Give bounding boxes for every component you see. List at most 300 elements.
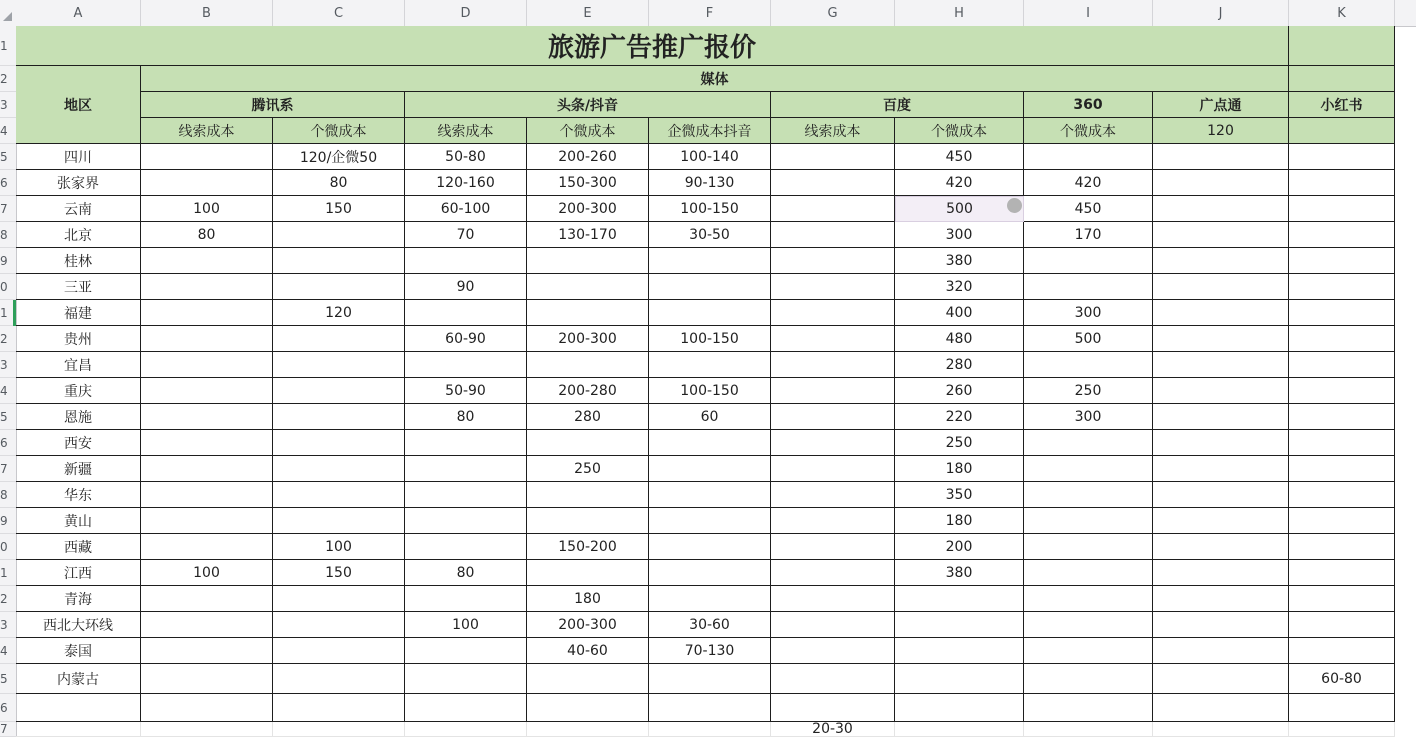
region-cell[interactable]: 北京	[16, 222, 141, 248]
data-cell-j15[interactable]	[1153, 404, 1289, 430]
column-header-e[interactable]: E	[527, 0, 649, 26]
data-cell-f5[interactable]: 100-140	[649, 144, 771, 170]
data-cell-e19[interactable]	[527, 508, 649, 534]
data-cell-k20[interactable]	[1289, 534, 1395, 560]
data-cell-f22[interactable]	[649, 586, 771, 612]
data-cell-b10[interactable]	[141, 274, 273, 300]
subheader-g[interactable]: 线索成本	[771, 118, 895, 144]
column-header-f[interactable]: F	[649, 0, 771, 26]
data-cell-d23[interactable]: 100	[405, 612, 527, 638]
data-cell-i17[interactable]	[1024, 456, 1153, 482]
data-cell-f10[interactable]	[649, 274, 771, 300]
data-cell-d22[interactable]	[405, 586, 527, 612]
row-header-23[interactable]: 3	[0, 612, 16, 638]
row-header-15[interactable]: 5	[0, 404, 16, 430]
data-cell-g10[interactable]	[771, 274, 895, 300]
row-header-18[interactable]: 8	[0, 482, 16, 508]
data-cell-k7[interactable]	[1289, 196, 1395, 222]
row-header-1[interactable]: 1	[0, 26, 16, 66]
data-cell-j23[interactable]	[1153, 612, 1289, 638]
data-cell-b22[interactable]	[141, 586, 273, 612]
data-cell-e16[interactable]	[527, 430, 649, 456]
data-cell-g7[interactable]	[771, 196, 895, 222]
data-cell-j18[interactable]	[1153, 482, 1289, 508]
cell-k1[interactable]	[1289, 26, 1395, 66]
data-cell-f19[interactable]	[649, 508, 771, 534]
data-cell-j25[interactable]	[1153, 664, 1289, 694]
row-header-7[interactable]: 7	[0, 196, 16, 222]
data-cell-j26[interactable]	[1153, 694, 1289, 722]
data-cell-i10[interactable]	[1024, 274, 1153, 300]
data-cell-e9[interactable]	[527, 248, 649, 274]
data-cell-k5[interactable]	[1289, 144, 1395, 170]
region-cell[interactable]: 泰国	[16, 638, 141, 664]
region-cell[interactable]: 重庆	[16, 378, 141, 404]
data-cell-h17[interactable]: 180	[895, 456, 1024, 482]
cell-g27[interactable]: 20-30	[771, 722, 895, 737]
data-cell-e5[interactable]: 200-260	[527, 144, 649, 170]
data-cell-i13[interactable]	[1024, 352, 1153, 378]
data-cell-d16[interactable]	[405, 430, 527, 456]
data-cell-e21[interactable]	[527, 560, 649, 586]
data-cell-i19[interactable]	[1024, 508, 1153, 534]
data-cell-b16[interactable]	[141, 430, 273, 456]
column-header-d[interactable]: D	[405, 0, 527, 26]
region-cell[interactable]: 西安	[16, 430, 141, 456]
data-cell-i15[interactable]: 300	[1024, 404, 1153, 430]
subheader-k[interactable]	[1289, 118, 1395, 144]
data-cell-c14[interactable]	[273, 378, 405, 404]
row-header-16[interactable]: 6	[0, 430, 16, 456]
data-cell-c17[interactable]	[273, 456, 405, 482]
data-cell-h8[interactable]: 300	[895, 222, 1024, 248]
data-cell-f8[interactable]: 30-50	[649, 222, 771, 248]
data-cell-g8[interactable]	[771, 222, 895, 248]
cell-k27[interactable]	[1289, 722, 1395, 737]
data-cell-b9[interactable]	[141, 248, 273, 274]
data-cell-k13[interactable]	[1289, 352, 1395, 378]
data-cell-d6[interactable]: 120-160	[405, 170, 527, 196]
data-cell-k12[interactable]	[1289, 326, 1395, 352]
region-cell[interactable]: 西藏	[16, 534, 141, 560]
data-cell-e14[interactable]: 200-280	[527, 378, 649, 404]
row-header-9[interactable]: 9	[0, 248, 16, 274]
data-cell-f23[interactable]: 30-60	[649, 612, 771, 638]
data-cell-c21[interactable]: 150	[273, 560, 405, 586]
data-cell-g21[interactable]	[771, 560, 895, 586]
data-cell-g5[interactable]	[771, 144, 895, 170]
data-cell-b26[interactable]	[141, 694, 273, 722]
row-header-3[interactable]: 3	[0, 92, 16, 118]
region-cell[interactable]: 福建	[16, 300, 141, 326]
data-cell-i16[interactable]	[1024, 430, 1153, 456]
data-cell-f21[interactable]	[649, 560, 771, 586]
data-cell-h21[interactable]: 380	[895, 560, 1024, 586]
comment-indicator-icon[interactable]	[1007, 198, 1022, 213]
data-cell-k15[interactable]	[1289, 404, 1395, 430]
data-cell-f7[interactable]: 100-150	[649, 196, 771, 222]
data-cell-h20[interactable]: 200	[895, 534, 1024, 560]
data-cell-j21[interactable]	[1153, 560, 1289, 586]
data-cell-g19[interactable]	[771, 508, 895, 534]
data-cell-j24[interactable]	[1153, 638, 1289, 664]
data-cell-h9[interactable]: 380	[895, 248, 1024, 274]
data-cell-e22[interactable]: 180	[527, 586, 649, 612]
data-cell-b17[interactable]	[141, 456, 273, 482]
cell-k2[interactable]	[1289, 66, 1395, 92]
data-cell-h15[interactable]: 220	[895, 404, 1024, 430]
data-cell-g16[interactable]	[771, 430, 895, 456]
data-cell-e8[interactable]: 130-170	[527, 222, 649, 248]
data-cell-d11[interactable]	[405, 300, 527, 326]
row-header-25[interactable]: 5	[0, 664, 16, 694]
data-cell-h13[interactable]: 280	[895, 352, 1024, 378]
data-cell-i11[interactable]: 300	[1024, 300, 1153, 326]
data-cell-i8[interactable]: 170	[1024, 222, 1153, 248]
data-cell-d17[interactable]	[405, 456, 527, 482]
region-cell[interactable]: 宜昌	[16, 352, 141, 378]
data-cell-h22[interactable]	[895, 586, 1024, 612]
region-cell[interactable]: 三亚	[16, 274, 141, 300]
data-cell-c25[interactable]	[273, 664, 405, 694]
data-cell-c9[interactable]	[273, 248, 405, 274]
subheader-c[interactable]: 个微成本	[273, 118, 405, 144]
data-cell-c22[interactable]	[273, 586, 405, 612]
data-cell-f26[interactable]	[649, 694, 771, 722]
region-cell[interactable]: 内蒙古	[16, 664, 141, 694]
group-tencent[interactable]: 腾讯系	[141, 92, 405, 118]
data-cell-e18[interactable]	[527, 482, 649, 508]
data-cell-g11[interactable]	[771, 300, 895, 326]
row-header-22[interactable]: 2	[0, 586, 16, 612]
data-cell-b11[interactable]	[141, 300, 273, 326]
region-cell[interactable]: 西北大环线	[16, 612, 141, 638]
data-cell-j9[interactable]	[1153, 248, 1289, 274]
row-header-19[interactable]: 9	[0, 508, 16, 534]
data-cell-g15[interactable]	[771, 404, 895, 430]
data-cell-j22[interactable]	[1153, 586, 1289, 612]
data-cell-f15[interactable]: 60	[649, 404, 771, 430]
group-gdt[interactable]: 广点通	[1153, 92, 1289, 118]
data-cell-c11[interactable]: 120	[273, 300, 405, 326]
region-cell[interactable]: 华东	[16, 482, 141, 508]
column-header-c[interactable]: C	[273, 0, 405, 26]
data-cell-g23[interactable]	[771, 612, 895, 638]
data-cell-c15[interactable]	[273, 404, 405, 430]
data-cell-k11[interactable]	[1289, 300, 1395, 326]
column-header-i[interactable]: I	[1024, 0, 1153, 26]
row-header-2[interactable]: 2	[0, 66, 16, 92]
data-cell-f14[interactable]: 100-150	[649, 378, 771, 404]
data-cell-i12[interactable]: 500	[1024, 326, 1153, 352]
data-cell-b12[interactable]	[141, 326, 273, 352]
data-cell-k21[interactable]	[1289, 560, 1395, 586]
data-cell-e13[interactable]	[527, 352, 649, 378]
data-cell-d5[interactable]: 50-80	[405, 144, 527, 170]
data-cell-k14[interactable]	[1289, 378, 1395, 404]
data-cell-b20[interactable]	[141, 534, 273, 560]
region-cell[interactable]: 桂林	[16, 248, 141, 274]
data-cell-d24[interactable]	[405, 638, 527, 664]
cell-c27[interactable]	[273, 722, 405, 737]
row-header-17[interactable]: 7	[0, 456, 16, 482]
region-cell[interactable]: 贵州	[16, 326, 141, 352]
data-cell-e26[interactable]	[527, 694, 649, 722]
row-header-12[interactable]: 2	[0, 326, 16, 352]
data-cell-i26[interactable]	[1024, 694, 1153, 722]
data-cell-k10[interactable]	[1289, 274, 1395, 300]
subheader-i[interactable]: 个微成本	[1024, 118, 1153, 144]
data-cell-b7[interactable]: 100	[141, 196, 273, 222]
data-cell-h14[interactable]: 260	[895, 378, 1024, 404]
data-cell-g24[interactable]	[771, 638, 895, 664]
cell-e27[interactable]	[527, 722, 649, 737]
data-cell-k24[interactable]	[1289, 638, 1395, 664]
data-cell-e15[interactable]: 280	[527, 404, 649, 430]
cell-b27[interactable]	[141, 722, 273, 737]
data-cell-h12[interactable]: 480	[895, 326, 1024, 352]
data-cell-b19[interactable]	[141, 508, 273, 534]
data-cell-e20[interactable]: 150-200	[527, 534, 649, 560]
group-baidu[interactable]: 百度	[771, 92, 1024, 118]
data-cell-j11[interactable]	[1153, 300, 1289, 326]
data-cell-f25[interactable]	[649, 664, 771, 694]
group-360[interactable]: 360	[1024, 92, 1153, 118]
row-header-6[interactable]: 6	[0, 170, 16, 196]
data-cell-g6[interactable]	[771, 170, 895, 196]
data-cell-g13[interactable]	[771, 352, 895, 378]
data-cell-f18[interactable]	[649, 482, 771, 508]
data-cell-h16[interactable]: 250	[895, 430, 1024, 456]
data-cell-e17[interactable]: 250	[527, 456, 649, 482]
data-cell-h6[interactable]: 420	[895, 170, 1024, 196]
data-cell-d7[interactable]: 60-100	[405, 196, 527, 222]
data-cell-c7[interactable]: 150	[273, 196, 405, 222]
column-header-a[interactable]: A	[16, 0, 141, 26]
data-cell-f12[interactable]: 100-150	[649, 326, 771, 352]
data-cell-h24[interactable]	[895, 638, 1024, 664]
data-cell-h19[interactable]: 180	[895, 508, 1024, 534]
cell-j27[interactable]	[1153, 722, 1289, 737]
data-cell-b14[interactable]	[141, 378, 273, 404]
data-cell-g22[interactable]	[771, 586, 895, 612]
data-cell-i5[interactable]	[1024, 144, 1153, 170]
subheader-e[interactable]: 个微成本	[527, 118, 649, 144]
row-header-20[interactable]: 0	[0, 534, 16, 560]
data-cell-h7[interactable]: 500	[895, 196, 1024, 222]
data-cell-b8[interactable]: 80	[141, 222, 273, 248]
data-cell-i7[interactable]: 450	[1024, 196, 1153, 222]
column-header-g[interactable]: G	[771, 0, 895, 26]
data-cell-d19[interactable]	[405, 508, 527, 534]
data-cell-k17[interactable]	[1289, 456, 1395, 482]
data-cell-e12[interactable]: 200-300	[527, 326, 649, 352]
data-cell-c5[interactable]: 120/企微50	[273, 144, 405, 170]
data-cell-b15[interactable]	[141, 404, 273, 430]
data-cell-d21[interactable]: 80	[405, 560, 527, 586]
data-cell-k9[interactable]	[1289, 248, 1395, 274]
data-cell-e23[interactable]: 200-300	[527, 612, 649, 638]
data-cell-f9[interactable]	[649, 248, 771, 274]
data-cell-f17[interactable]	[649, 456, 771, 482]
data-cell-g17[interactable]	[771, 456, 895, 482]
data-cell-k6[interactable]	[1289, 170, 1395, 196]
data-cell-j13[interactable]	[1153, 352, 1289, 378]
data-cell-i25[interactable]	[1024, 664, 1153, 694]
region-cell[interactable]: 江西	[16, 560, 141, 586]
data-cell-i6[interactable]: 420	[1024, 170, 1153, 196]
data-cell-b24[interactable]	[141, 638, 273, 664]
data-cell-j12[interactable]	[1153, 326, 1289, 352]
data-cell-d20[interactable]	[405, 534, 527, 560]
row-header-5[interactable]: 5	[0, 144, 16, 170]
data-cell-j16[interactable]	[1153, 430, 1289, 456]
data-cell-b6[interactable]	[141, 170, 273, 196]
data-cell-i22[interactable]	[1024, 586, 1153, 612]
data-cell-h11[interactable]: 400	[895, 300, 1024, 326]
data-cell-h18[interactable]: 350	[895, 482, 1024, 508]
row-header-21[interactable]: 1	[0, 560, 16, 586]
group-xhs[interactable]: 小红书	[1289, 92, 1395, 118]
data-cell-c10[interactable]	[273, 274, 405, 300]
data-cell-c19[interactable]	[273, 508, 405, 534]
media-header[interactable]: 媒体	[141, 66, 1289, 92]
cell-a27[interactable]	[16, 722, 141, 737]
data-cell-f16[interactable]	[649, 430, 771, 456]
data-cell-b13[interactable]	[141, 352, 273, 378]
data-cell-j17[interactable]	[1153, 456, 1289, 482]
data-cell-g25[interactable]	[771, 664, 895, 694]
data-cell-k23[interactable]	[1289, 612, 1395, 638]
row-header-26[interactable]: 6	[0, 694, 16, 722]
data-cell-g26[interactable]	[771, 694, 895, 722]
data-cell-c26[interactable]	[273, 694, 405, 722]
data-cell-k19[interactable]	[1289, 508, 1395, 534]
column-header-j[interactable]: J	[1153, 0, 1289, 26]
group-toutiao[interactable]: 头条/抖音	[405, 92, 771, 118]
column-header-k[interactable]: K	[1289, 0, 1395, 26]
data-cell-f11[interactable]	[649, 300, 771, 326]
data-cell-i18[interactable]	[1024, 482, 1153, 508]
subheader-b[interactable]: 线索成本	[141, 118, 273, 144]
data-cell-c20[interactable]: 100	[273, 534, 405, 560]
data-cell-b18[interactable]	[141, 482, 273, 508]
subheader-f[interactable]: 企微成本抖音	[649, 118, 771, 144]
column-header-b[interactable]: B	[141, 0, 273, 26]
data-cell-j20[interactable]	[1153, 534, 1289, 560]
data-cell-i23[interactable]	[1024, 612, 1153, 638]
data-cell-e11[interactable]	[527, 300, 649, 326]
data-cell-k26[interactable]	[1289, 694, 1395, 722]
data-cell-d10[interactable]: 90	[405, 274, 527, 300]
data-cell-b21[interactable]: 100	[141, 560, 273, 586]
data-cell-k18[interactable]	[1289, 482, 1395, 508]
cell-f27[interactable]	[649, 722, 771, 737]
data-cell-b5[interactable]	[141, 144, 273, 170]
data-cell-j10[interactable]	[1153, 274, 1289, 300]
data-cell-i20[interactable]	[1024, 534, 1153, 560]
data-cell-g9[interactable]	[771, 248, 895, 274]
row-header-10[interactable]: 0	[0, 274, 16, 300]
data-cell-j19[interactable]	[1153, 508, 1289, 534]
region-cell[interactable]: 恩施	[16, 404, 141, 430]
region-cell[interactable]: 新疆	[16, 456, 141, 482]
data-cell-i9[interactable]	[1024, 248, 1153, 274]
data-cell-h25[interactable]	[895, 664, 1024, 694]
sheet-title[interactable]: 旅游广告推广报价	[16, 26, 1289, 66]
data-cell-k8[interactable]	[1289, 222, 1395, 248]
data-cell-c8[interactable]	[273, 222, 405, 248]
data-cell-d9[interactable]	[405, 248, 527, 274]
data-cell-j7[interactable]	[1153, 196, 1289, 222]
data-cell-j5[interactable]	[1153, 144, 1289, 170]
data-cell-i21[interactable]	[1024, 560, 1153, 586]
data-cell-f20[interactable]	[649, 534, 771, 560]
data-cell-g14[interactable]	[771, 378, 895, 404]
data-cell-h10[interactable]: 320	[895, 274, 1024, 300]
data-cell-c18[interactable]	[273, 482, 405, 508]
region-cell[interactable]: 云南	[16, 196, 141, 222]
data-cell-f6[interactable]: 90-130	[649, 170, 771, 196]
data-cell-c12[interactable]	[273, 326, 405, 352]
data-cell-b25[interactable]	[141, 664, 273, 694]
cell-d27[interactable]	[405, 722, 527, 737]
data-cell-i14[interactable]: 250	[1024, 378, 1153, 404]
data-cell-h26[interactable]	[895, 694, 1024, 722]
data-cell-c23[interactable]	[273, 612, 405, 638]
data-cell-j8[interactable]	[1153, 222, 1289, 248]
cell-h27[interactable]	[895, 722, 1024, 737]
data-cell-k16[interactable]	[1289, 430, 1395, 456]
data-cell-i24[interactable]	[1024, 638, 1153, 664]
region-cell[interactable]: 张家界	[16, 170, 141, 196]
data-cell-d18[interactable]	[405, 482, 527, 508]
row-header-14[interactable]: 4	[0, 378, 16, 404]
subheader-h[interactable]: 个微成本	[895, 118, 1024, 144]
data-cell-e6[interactable]: 150-300	[527, 170, 649, 196]
data-cell-e7[interactable]: 200-300	[527, 196, 649, 222]
row-header-4[interactable]: 4	[0, 118, 16, 144]
data-cell-g18[interactable]	[771, 482, 895, 508]
row-header-24[interactable]: 4	[0, 638, 16, 664]
data-cell-h23[interactable]	[895, 612, 1024, 638]
data-cell-j6[interactable]	[1153, 170, 1289, 196]
data-cell-e24[interactable]: 40-60	[527, 638, 649, 664]
select-all-corner[interactable]	[3, 12, 12, 21]
data-cell-e10[interactable]	[527, 274, 649, 300]
subheader-d[interactable]: 线索成本	[405, 118, 527, 144]
column-header-h[interactable]: H	[895, 0, 1024, 26]
data-cell-d8[interactable]: 70	[405, 222, 527, 248]
region-cell[interactable]: 四川	[16, 144, 141, 170]
data-cell-h5[interactable]: 450	[895, 144, 1024, 170]
region-header[interactable]: 地区	[16, 66, 141, 144]
data-cell-d15[interactable]: 80	[405, 404, 527, 430]
data-cell-d13[interactable]	[405, 352, 527, 378]
cell-i27[interactable]	[1024, 722, 1153, 737]
data-cell-f24[interactable]: 70-130	[649, 638, 771, 664]
data-cell-b23[interactable]	[141, 612, 273, 638]
data-cell-d26[interactable]	[405, 694, 527, 722]
data-cell-d12[interactable]: 60-90	[405, 326, 527, 352]
subheader-j[interactable]: 120	[1153, 118, 1289, 144]
data-cell-d14[interactable]: 50-90	[405, 378, 527, 404]
data-cell-g12[interactable]	[771, 326, 895, 352]
data-cell-k25[interactable]: 60-80	[1289, 664, 1395, 694]
data-cell-c6[interactable]: 80	[273, 170, 405, 196]
data-cell-c13[interactable]	[273, 352, 405, 378]
row-header-11[interactable]: 1	[0, 300, 16, 326]
